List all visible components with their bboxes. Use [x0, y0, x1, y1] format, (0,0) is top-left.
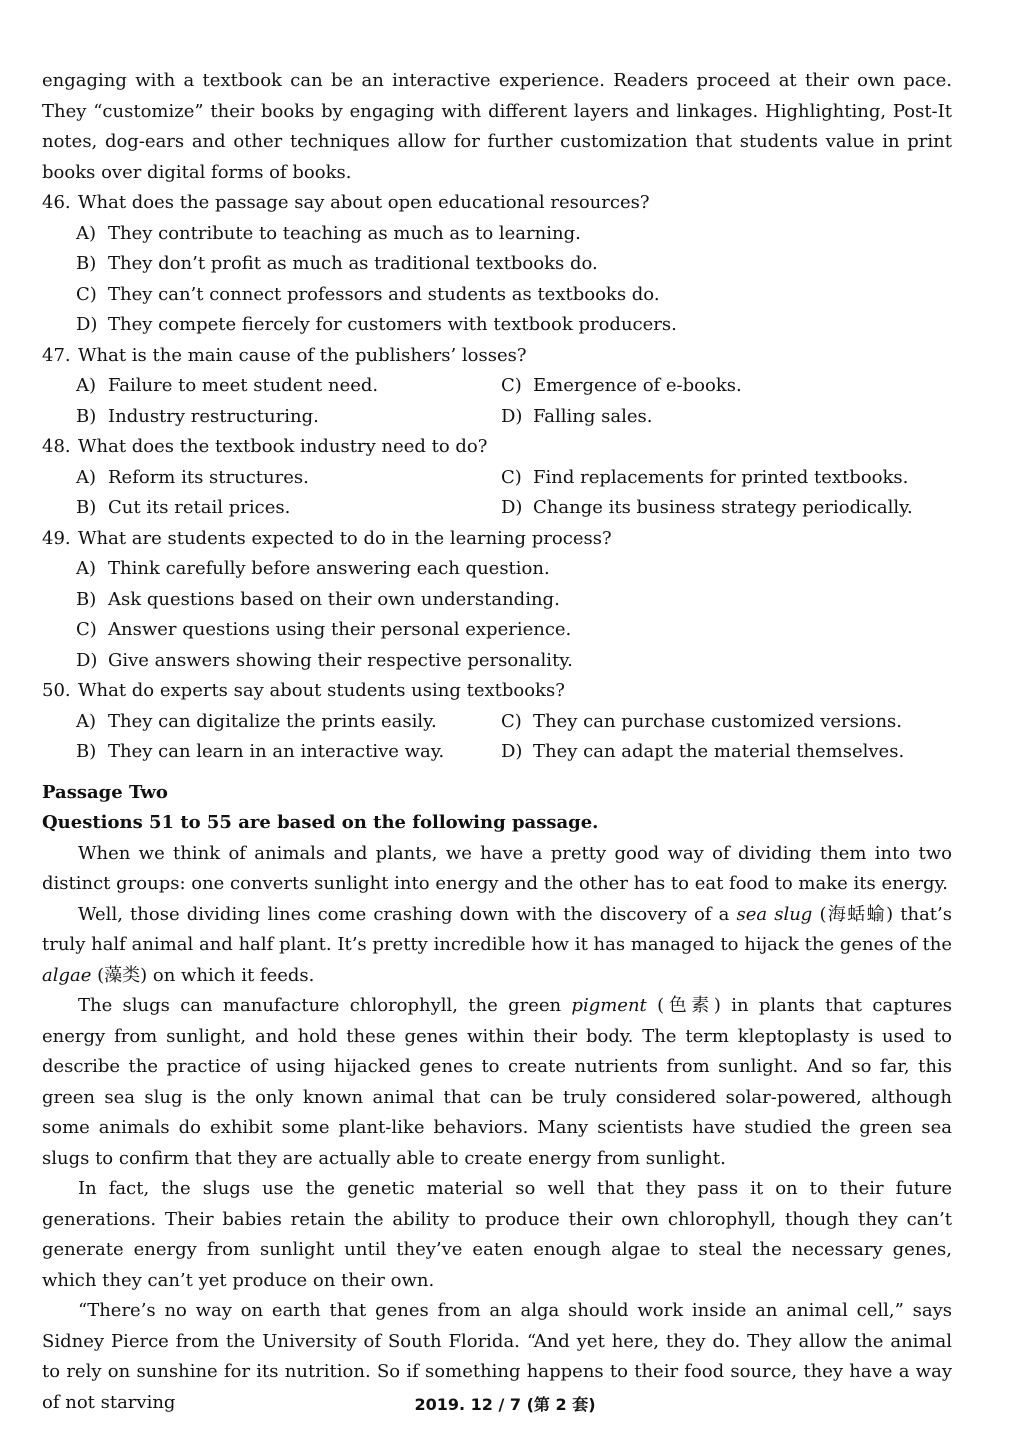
passage-heading: Passage Two — [42, 781, 168, 803]
option-letter: C) — [501, 710, 522, 732]
option — [42, 280, 952, 311]
text-run: The slugs can manufacture chlorophyll, the green — [78, 995, 572, 1016]
passage-paragraph-1: When we think of animals and plants, we have a pretty good way of dividing them into two distinct groups: one converts sunlight into energy and the other has to eat food to make its energy. — [42, 842, 952, 894]
exam-page — [42, 66, 952, 1418]
text-run: (藻类) on which it feeds. — [91, 964, 315, 986]
question-46 — [42, 188, 952, 219]
option-letter: B) — [76, 588, 97, 610]
question-text: What do experts say about students using textbooks? — [78, 680, 565, 701]
option-text: Reform its structures. — [108, 466, 309, 488]
option-text: Give answers showing their respective personality. — [108, 649, 573, 671]
option — [76, 493, 501, 524]
option-letter: A) — [76, 222, 97, 244]
question-text: What is the main cause of the publishers’ losses? — [78, 344, 527, 366]
term-algae: algae — [42, 964, 92, 986]
question-number: 50. — [42, 680, 71, 701]
question-49 — [42, 524, 952, 555]
term-sea-slug: sea slug — [736, 903, 813, 925]
question-number: 49. — [42, 527, 71, 549]
question-text: What does the textbook industry need to do? — [78, 436, 488, 457]
option-grid — [42, 463, 952, 524]
option-letter: A) — [76, 710, 97, 732]
option-text: Answer questions using their personal experience. — [108, 619, 572, 640]
option — [76, 707, 501, 738]
term-pigment: pigment — [571, 995, 647, 1016]
passage-paragraph-2 — [42, 900, 952, 992]
intro-paragraph: engaging with a textbook can be an interactive experience. Readers proceed at their own pace. They “customize” their books by engaging with different layers and linkages. Highlighting, Post-It notes, dog-ears and other techniques allow for further customization that students value in print books over digital forms of books. — [42, 70, 952, 183]
option — [501, 707, 951, 738]
question-number: 46. — [42, 192, 71, 213]
question-50 — [42, 676, 952, 707]
text-run: that’s truly half animal and half plant. It’s pretty incredible how it has managed to hijack the genes of the — [42, 903, 952, 955]
option-grid — [42, 707, 952, 768]
question-number: 48. — [42, 436, 71, 457]
page-footer: 2019. 12 / 7 (第 2 套) — [414, 1395, 596, 1414]
option-letter: C) — [76, 283, 97, 305]
passage-paragraph-4: In fact, the slugs use the genetic material so well that they pass it on to their future generations. Their babies retain the ability to produce their own chlorophyll, though they can’t generate energy from sunlight until they’ve eaten enough algae to steal the necessary genes, which they can’t yet produce on their own. — [42, 1178, 952, 1291]
option-grid — [42, 371, 952, 432]
gloss-text: (海蛞蝓) — [812, 903, 901, 925]
option — [42, 219, 952, 250]
option-letter: C) — [76, 619, 97, 640]
option — [76, 402, 501, 433]
option-text: Ask questions based on their own understanding. — [108, 588, 560, 610]
option-text: Find replacements for printed textbooks. — [533, 466, 909, 488]
option — [501, 493, 951, 524]
option — [501, 371, 951, 402]
option — [76, 463, 501, 494]
option-letter: C) — [501, 466, 522, 488]
option-text: They compete fiercely for customers with textbook producers. — [108, 314, 677, 335]
option-text: They can learn in an interactive way. — [108, 741, 445, 762]
question-48 — [42, 432, 952, 463]
option-letter: C) — [501, 375, 522, 396]
option — [42, 585, 952, 616]
question-number: 47. — [42, 344, 71, 366]
option-letter: D) — [501, 741, 523, 762]
option-text: Emergence of e-books. — [533, 375, 742, 396]
option — [76, 737, 501, 768]
option — [501, 402, 951, 433]
option-text: Think carefully before answering each question. — [108, 558, 550, 579]
option-letter: A) — [76, 375, 97, 396]
option-letter: B) — [76, 405, 97, 427]
option-letter: A) — [76, 558, 97, 579]
question-text: What are students expected to do in the learning process? — [78, 527, 612, 549]
option-text: They can adapt the material themselves. — [533, 741, 905, 762]
option-letter: A) — [76, 466, 97, 488]
text-run: (色素) in plants that captures energy from sunlight, and hold these genes within their body. The term kleptoplasty is used to describe the practice of using hijacked genes to create nutrients from sunlight. And so far, this green sea slug is the only known animal that can be truly considered solar-powered, although some animals do exhibit some plant-like behaviors. Many scientists have studied the green sea slugs to confirm that they are actually able to create energy from sunlight. — [42, 995, 952, 1169]
option-letter: B) — [76, 497, 97, 518]
passage-paragraph-5: “There’s no way on earth that genes from an alga should work inside an animal cell,” says Sidney Pierce from the University of South Florida. “And yet here, they do. They allow the animal to rely on sunshine for its nutrition. So if something happens to their food source, they have a way of not starving — [42, 1300, 952, 1413]
option — [42, 554, 952, 585]
option-text: Failure to meet student need. — [108, 375, 379, 396]
option-text: They don’t profit as much as traditional textbooks do. — [108, 253, 598, 274]
question-text: What does the passage say about open educational resources? — [78, 192, 650, 213]
text-run: Well, those dividing lines come crashing down with the discovery of a — [78, 903, 737, 925]
option — [42, 646, 952, 677]
option — [42, 615, 952, 646]
option — [76, 371, 501, 402]
option-letter: D) — [501, 405, 523, 427]
option-letter: D) — [76, 314, 98, 335]
option-text: Change its business strategy periodically. — [533, 497, 913, 518]
option-text: Falling sales. — [533, 405, 653, 427]
option-letter: B) — [76, 253, 97, 274]
option — [501, 463, 951, 494]
option-letter: D) — [76, 649, 98, 671]
option — [42, 310, 952, 341]
option-text: They can purchase customized versions. — [533, 710, 902, 732]
option — [42, 249, 952, 280]
option-text: Industry restructuring. — [108, 405, 319, 427]
passage-paragraph-3 — [42, 991, 952, 1174]
question-47 — [42, 341, 952, 372]
option-letter: D) — [501, 497, 523, 518]
option-letter: B) — [76, 741, 97, 762]
passage-instructions: Questions 51 to 55 are based on the following passage. — [42, 812, 599, 833]
option-text: They contribute to teaching as much as to learning. — [108, 222, 581, 244]
option-text: They can’t connect professors and students as textbooks do. — [108, 283, 660, 305]
option-text: Cut its retail prices. — [108, 497, 291, 518]
option-text: They can digitalize the prints easily. — [108, 710, 437, 732]
option — [501, 737, 951, 768]
